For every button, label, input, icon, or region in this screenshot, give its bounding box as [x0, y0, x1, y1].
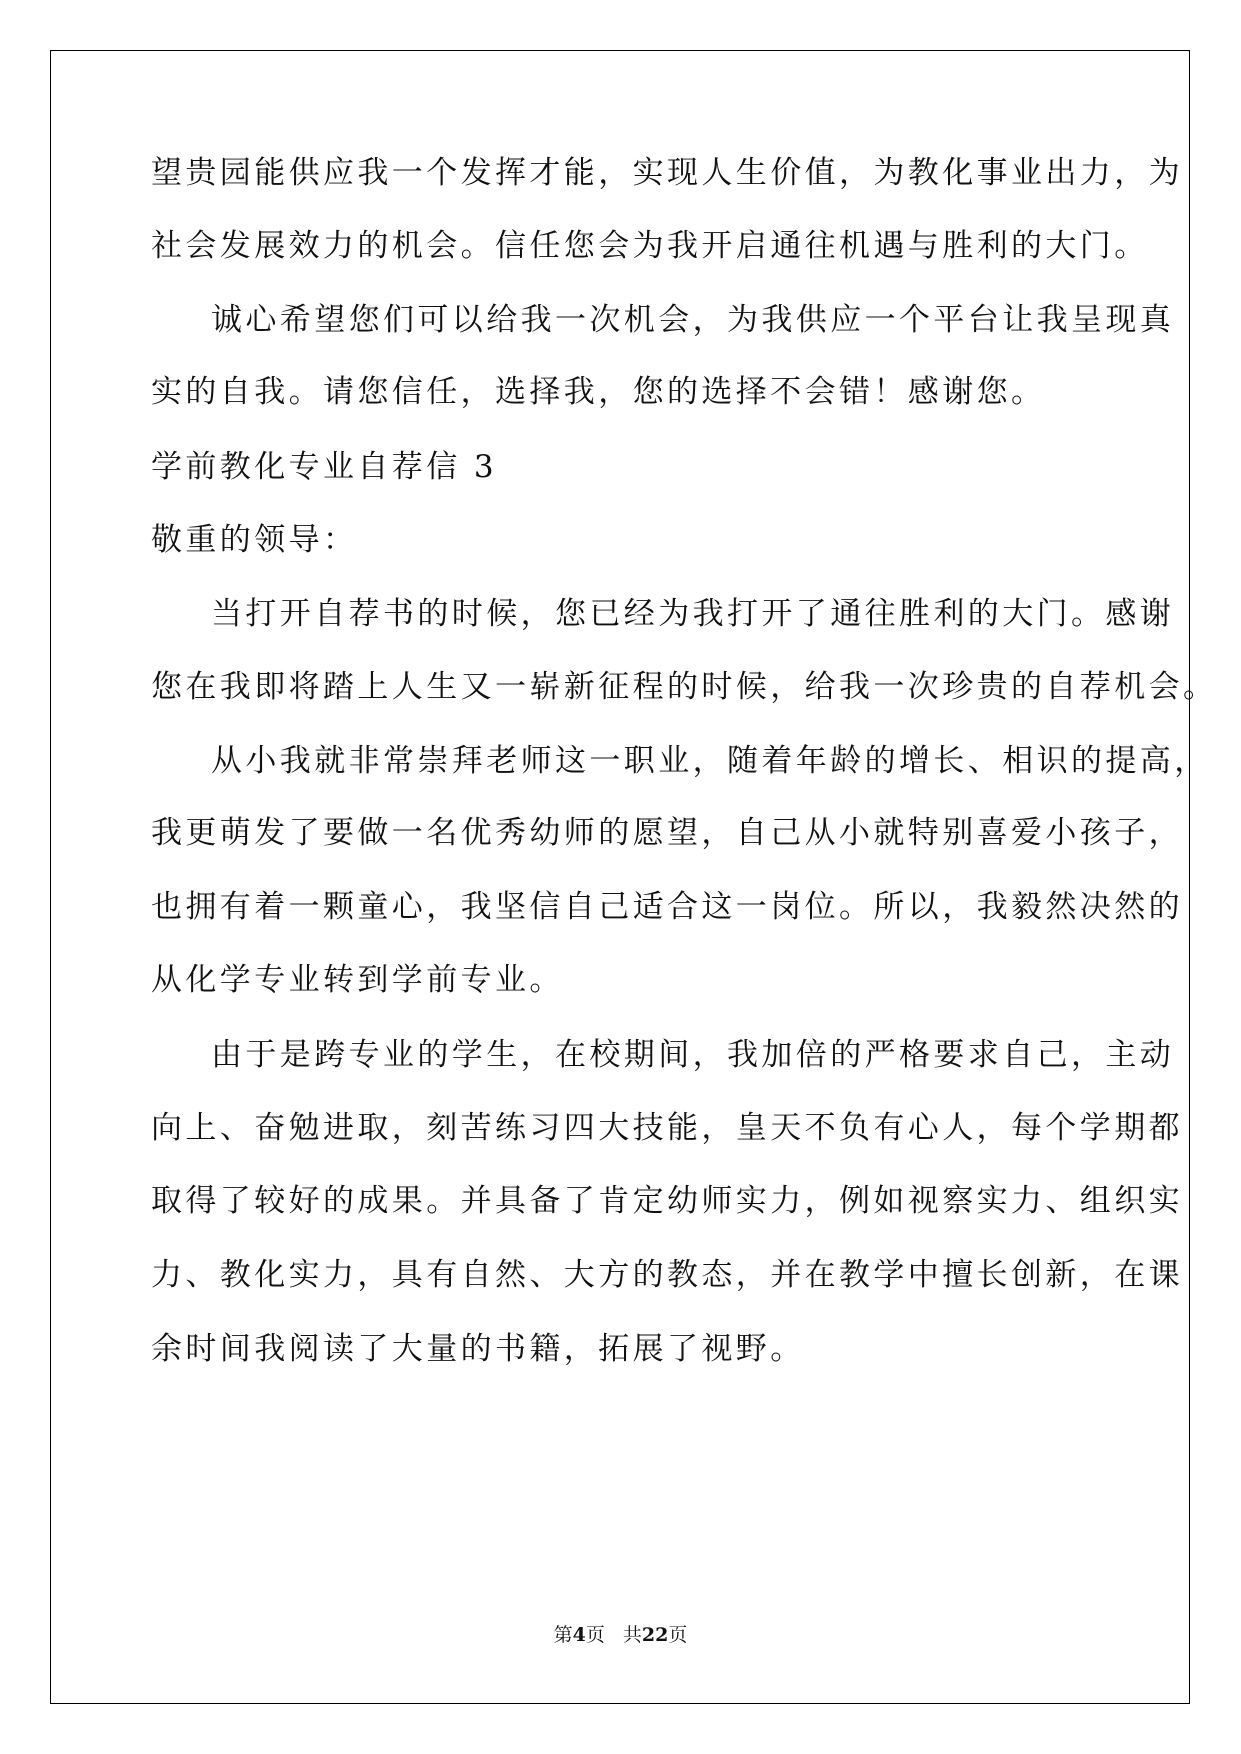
body-line: 力、教化实力，具有自然、大方的教态，并在教学中擅长创新，在课: [151, 1257, 1183, 1293]
footer-total-suffix: 页: [668, 1624, 688, 1646]
body-line: 社会发展效力的机会。信任您会为我开启通往机遇与胜利的大门。: [151, 228, 1149, 264]
paragraph-line: 诚心希望您们可以给我一次机会，为我供应一个平台让我呈现真: [211, 302, 1175, 338]
current-page-number: 4: [572, 1624, 586, 1646]
paragraph-line: 从小我就非常崇拜老师这一职业，随着年龄的增长、相识的提高，: [211, 743, 1209, 779]
salutation: 敬重的领导：: [151, 522, 358, 558]
body-line: 实的自我。请您信任，选择我，您的选择不会错！感谢您。: [151, 374, 1046, 410]
footer-page-suffix: 页: [585, 1624, 605, 1646]
paragraph-line: 由于是跨专业的学生，在校期间，我加倍的严格要求自己，主动: [211, 1037, 1175, 1073]
body-line: 向上、奋勉进取，刻苦练习四大技能，皇天不负有心人，每个学期都: [151, 1110, 1183, 1146]
body-line: 您在我即将踏上人生又一崭新征程的时候，给我一次珍贵的自荐机会。: [151, 669, 1218, 705]
page-border: [50, 50, 1190, 1704]
page-footer: [0, 1620, 1241, 1647]
body-line: 也拥有着一颗童心，我坚信自己适合这一岗位。所以，我毅然决然的: [151, 889, 1183, 925]
paragraph-line: 当打开自荐书的时候，您已经为我打开了通往胜利的大门。感谢: [211, 596, 1175, 632]
footer-prefix: 第: [553, 1624, 573, 1646]
body-line: 余时间我阅读了大量的书籍，拓展了视野。: [151, 1331, 805, 1367]
body-line: 我更萌发了要做一名优秀幼师的愿望，自己从小就特别喜爱小孩子，: [151, 815, 1183, 851]
body-line: 从化学专业转到学前专业。: [151, 962, 564, 998]
body-line: 望贵园能供应我一个发挥才能，实现人生价值，为教化事业出力，为: [151, 155, 1183, 191]
footer-total-prefix: 共: [622, 1624, 642, 1646]
section-title: 学前教化专业自荐信 3: [151, 449, 497, 485]
body-line: 取得了较好的成果。并具备了肯定幼师实力，例如视察实力、组织实: [151, 1183, 1183, 1219]
total-pages-number: 22: [641, 1624, 669, 1646]
